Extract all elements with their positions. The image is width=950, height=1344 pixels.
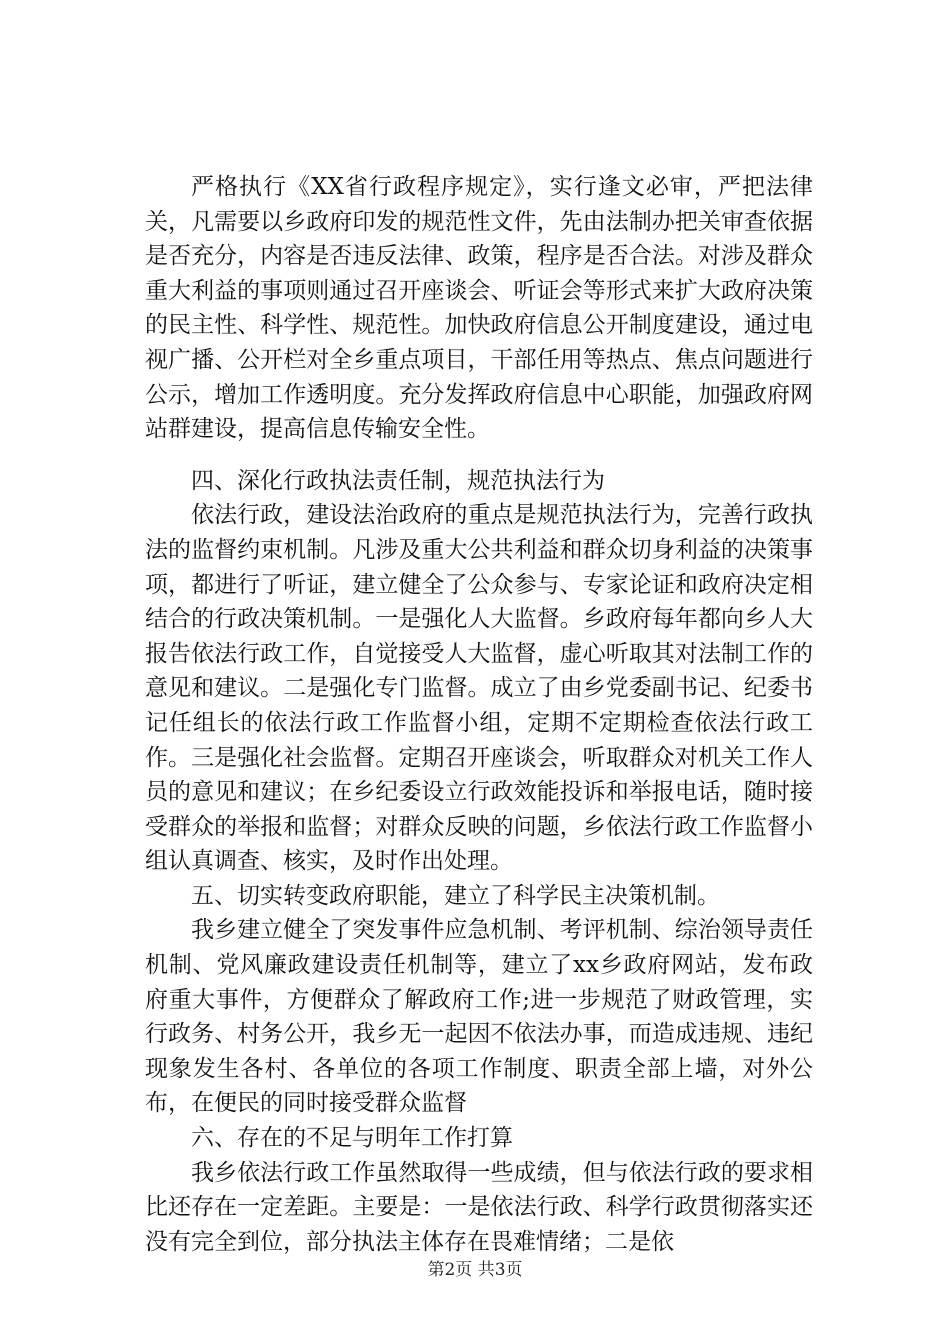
section-heading-4: 四、深化行政执法责任制，规范执法行为	[191, 467, 605, 494]
paragraph-government-functions: 我乡建立健全了突发事件应急机制、考评机制、综治领导责任机制、党风廉政建设责任机制等，建立了xx乡政府网站，发布政府重大事件，方便群众了解政府工作;进一步规范了财政管理，实行政务、村务公开，我乡无一起因不依法办事，而造成违规、违纪现象发生各村、各单位的各项工作制度、职责全部上墙，对外公布，在便民的同时接受群众监督	[145, 917, 813, 1117]
document-body	[145, 170, 813, 1259]
section-heading-5: 五、切实转变政府职能，建立了科学民主决策机制。	[191, 882, 720, 909]
section-heading-6: 六、存在的不足与明年工作打算	[191, 1125, 513, 1152]
paragraph-law-enforcement: 依法行政，建设法治政府的重点是规范执法行为，完善行政执法的监督约束机制。凡涉及重大公共利益和群众切身利益的决策事项，都进行了听证，建立健全了公众参与、专家论证和政府决定相结合的行政决策机制。一是强化人大监督。乡政府每年都向乡人大报告依法行政工作，自觉接受人大监督，虚心听取其对法制工作的意见和建议。二是强化专门监督。成立了由乡党委副书记、纪委书记任组长的依法行政工作监督小组，定期不定期检查依法行政工作。三是强化社会监督。定期召开座谈会，听取群众对机关工作人员的意见和建议；在乡纪委设立行政效能投诉和举报电话，随时接受群众的举报和监督；对群众反映的问题，乡依法行政工作监督小组认真调查、核实，及时作出处理。	[145, 502, 813, 875]
paragraph-shortcomings: 我乡依法行政工作虽然取得一些成绩，但与依法行政的要求相比还存在一定差距。主要是：一是依法行政、科学行政贯彻落实还没有完全到位，部分执法主体存在畏难情绪；二是依	[145, 1159, 813, 1255]
paragraph-spacer	[145, 447, 813, 464]
paragraph-administrative-procedure: 严格执行《XX省行政程序规定》，实行逢文必审，严把法律关，凡需要以乡政府印发的规范性文件，先由法制办把关审查依据是否充分，内容是否违反法律、政策，程序是否合法。对涉及群众重大利益的事项则通过召开座谈会、听证会等形式来扩大政府决策的民主性、科学性、规范性。加快政府信息公开制度建设，通过电视广播、公开栏对全乡重点项目，干部任用等热点、焦点问题进行公示，增加工作透明度。充分发挥政府信息中心职能，加强政府网站群建设，提高信息传输安全性。	[145, 174, 813, 443]
page-number-footer: 第2页 共3页	[427, 1260, 523, 1280]
